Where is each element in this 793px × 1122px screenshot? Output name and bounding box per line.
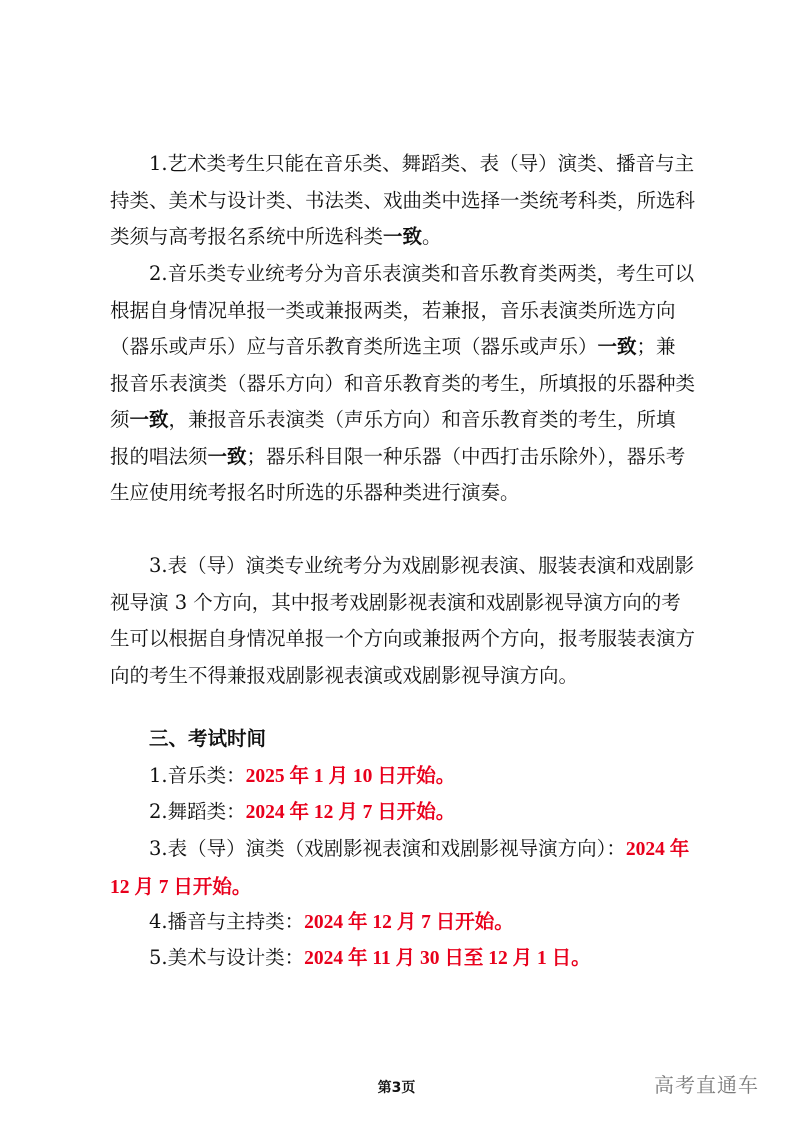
watermark: 高考直通车 — [654, 1073, 759, 1097]
emphasis-consistent: 一致 — [207, 444, 247, 468]
exam-date: 2024 年 12 月 7 日开始。 — [304, 912, 514, 933]
paragraph-2-text-a: 2.音乐类专业统考分为音乐表演类和音乐教育类两类，考生可以根据自身情况单报一类或兼报两类，若兼报，音乐表演类所选方向（器乐或声乐）应与音乐教育类所选主项（器乐或声乐） — [110, 262, 695, 358]
paragraph-2 — [110, 256, 695, 512]
paragraph-1 — [110, 146, 695, 256]
exam-time-item — [149, 758, 455, 796]
exam-date: 2024 年 12 月 7 日开始。 — [110, 839, 690, 898]
exam-date: 2024 年 11 月 30 日至 12 月 1 日。 — [304, 948, 591, 969]
exam-time-item — [149, 940, 591, 978]
exam-date: 2025 年 1 月 10 日开始。 — [245, 766, 456, 787]
paragraph-2-text-c: ；兼报音乐表演类（器乐方向）和音乐教育类的考生，所填报的乐器种类须 — [110, 335, 696, 431]
paragraph-1-text: 1.艺术类考生只能在音乐类、舞蹈类、表（导）演类、播音与主持类、美术与设计类、书法类、戏曲类中选择一类统考科类，所选科类须与高考报名系统中所选科类 — [110, 152, 696, 248]
exam-time-item — [149, 794, 455, 832]
exam-date: 2024 年 12 月 7 日开始。 — [245, 802, 456, 823]
exam-category-label: 3.表（导）演类（戏剧影视表演和戏剧影视导演方向）： — [149, 837, 626, 860]
paragraph-3: 3.表（导）演类专业统考分为戏剧影视表演、服装表演和戏剧影视导演 3 个方向，其中报考戏剧影视表演和戏剧影视导演方向的考生可以根据自身情况单报一个方向或兼报两个方向，报考服装表演方向的考生不得兼报戏剧影视表演或戏剧影视导演方向。 — [110, 554, 696, 687]
section-heading: 三、考试时间 — [149, 727, 267, 750]
exam-category-label: 4.播音与主持类： — [149, 910, 305, 933]
exam-category-label: 1.音乐类： — [149, 764, 246, 787]
paragraph-1-end: 。 — [422, 225, 442, 248]
exam-category-label: 2.舞蹈类： — [149, 800, 246, 823]
page-number: 第3页 — [377, 1080, 416, 1096]
exam-time-item — [149, 904, 514, 942]
emphasis-consistent: 一致 — [383, 225, 423, 248]
paragraph-2-text-g: ；器乐科目限一种乐器（中西打击乐除外），器乐考生应使用统考报名时所选的乐器种类进行演奏。 — [110, 444, 686, 504]
emphasis-consistent: 一致 — [129, 408, 169, 431]
exam-time-item — [110, 831, 695, 906]
emphasis-consistent: 一致 — [597, 335, 637, 358]
exam-category-label: 5.美术与设计类： — [149, 946, 305, 969]
paragraph-2-text-e: ，兼报音乐表演类（声乐方向）和音乐教育类的考生，所填报的唱法须 — [110, 408, 676, 468]
